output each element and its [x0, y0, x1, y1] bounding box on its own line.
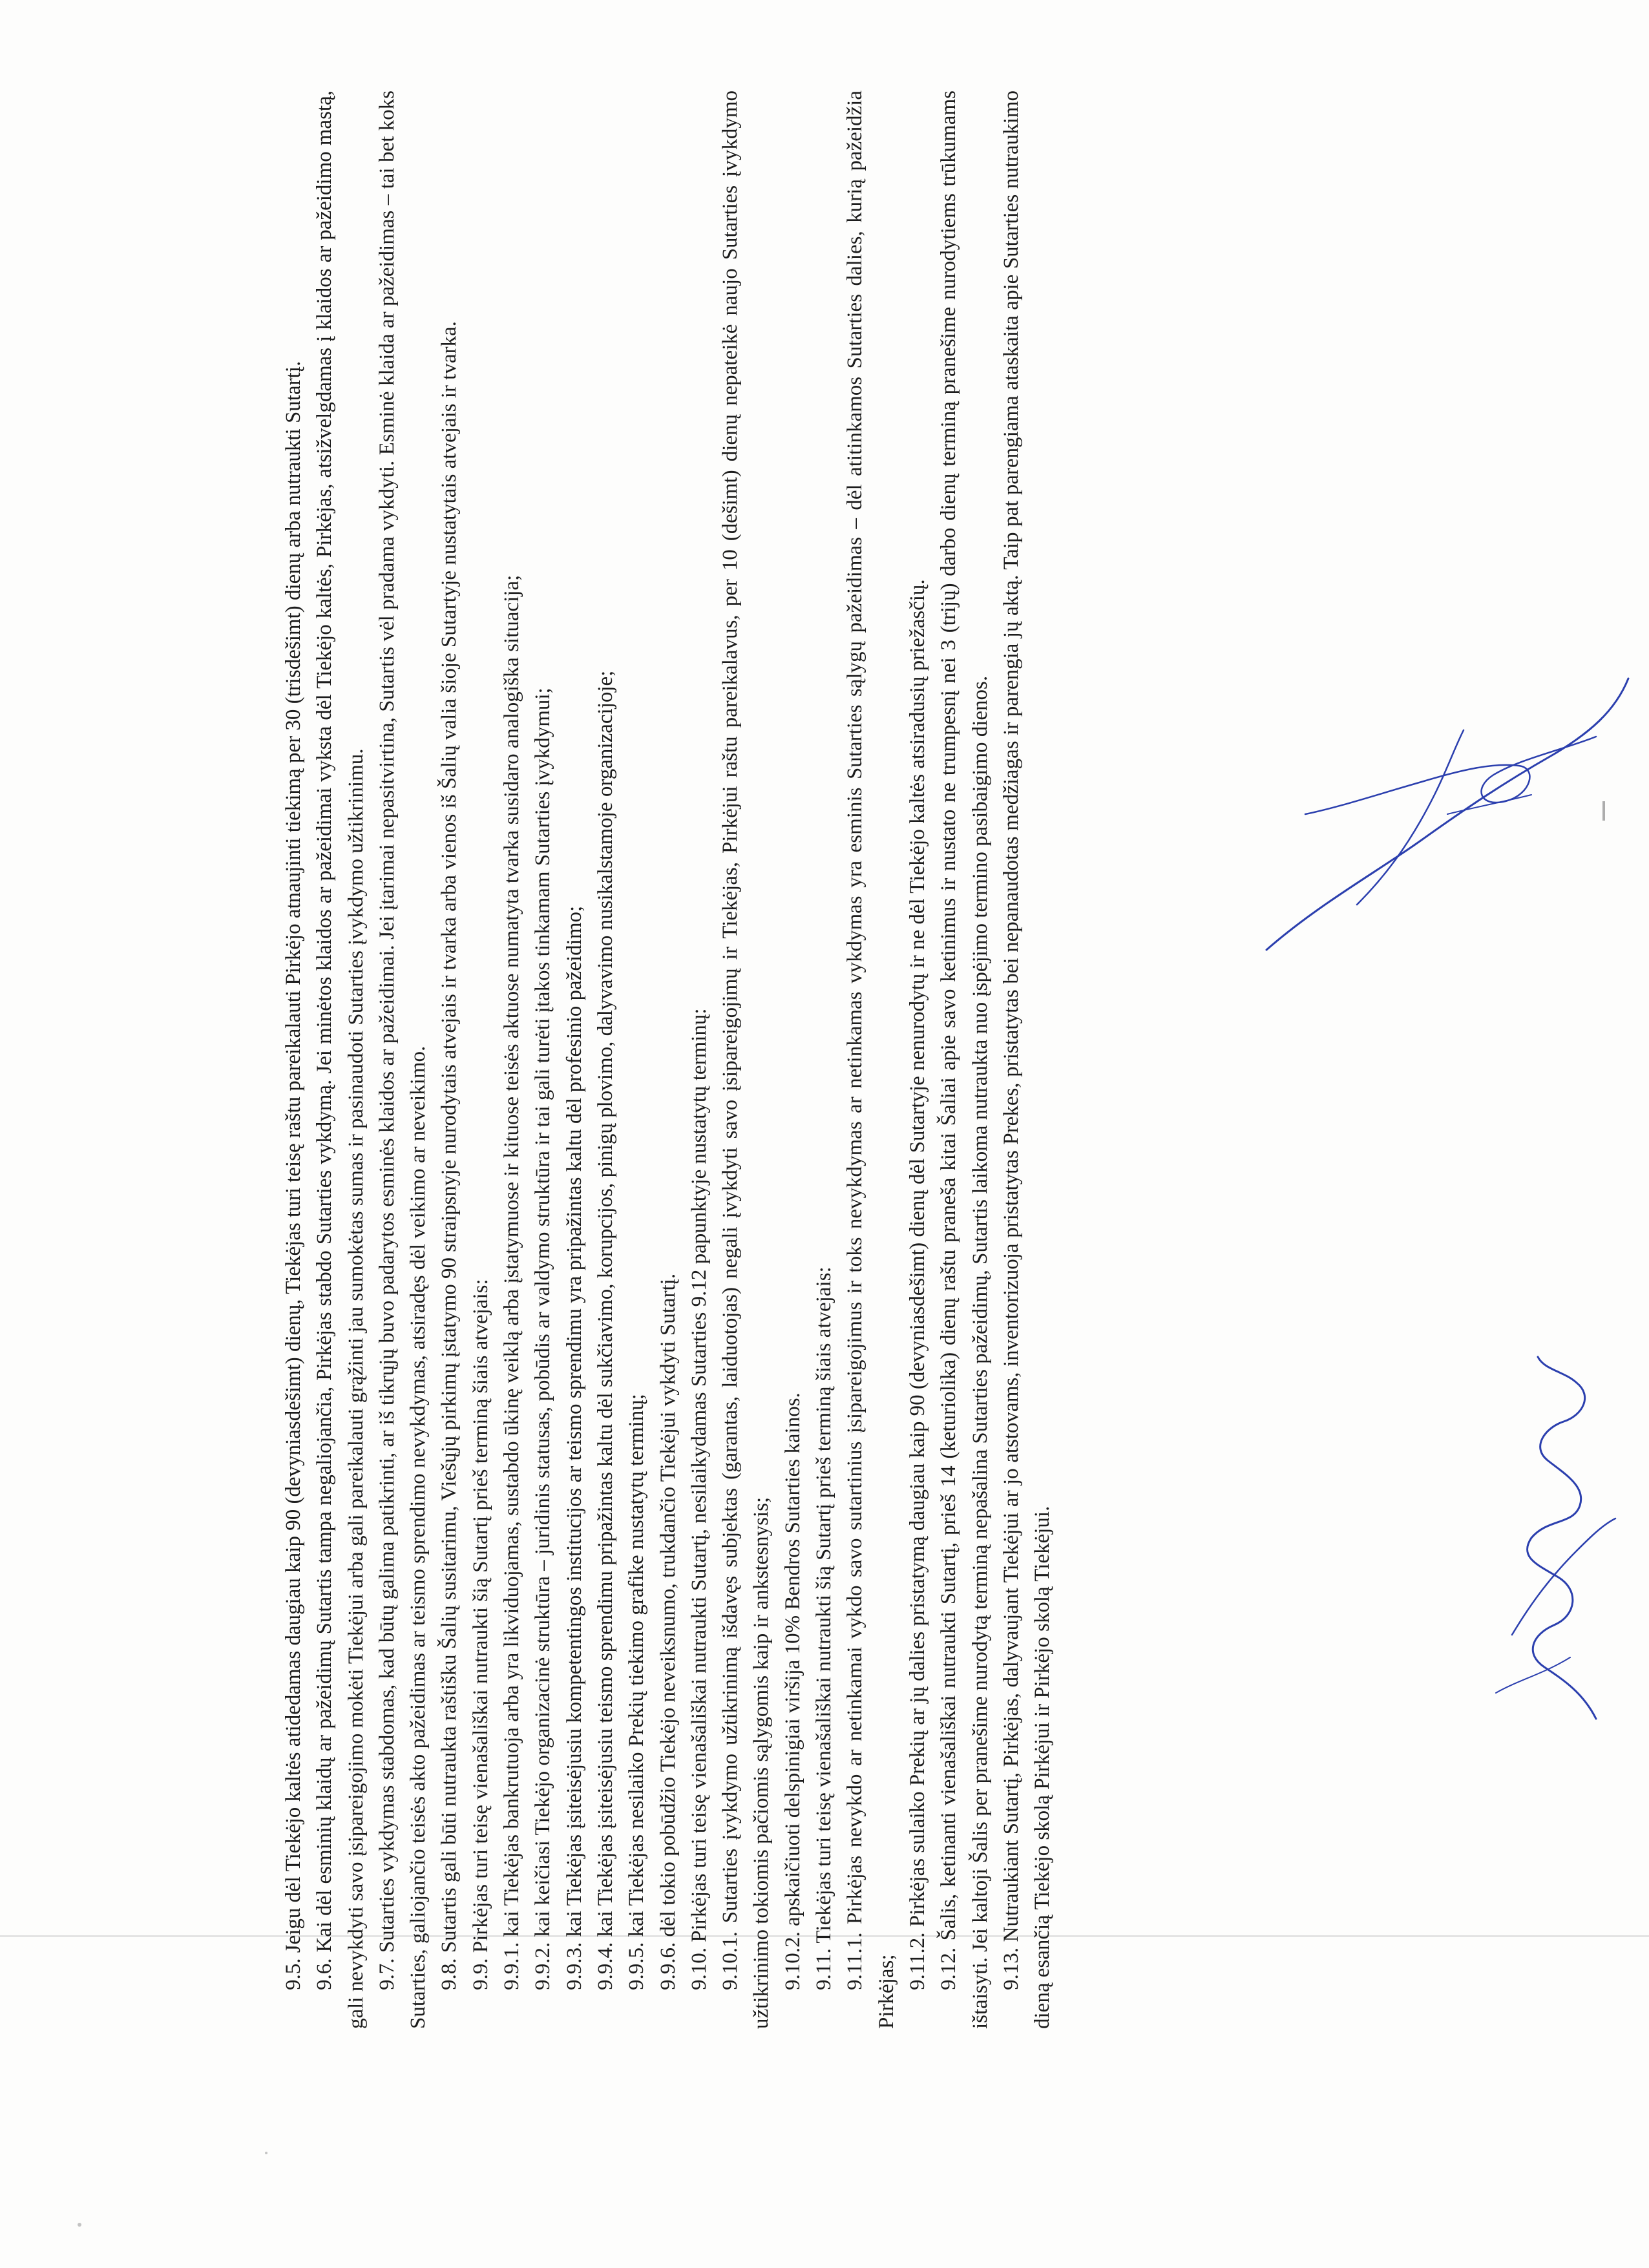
paragraph-9-9: 9.9. Pirkėjas turi teisę vienašališkai nutraukti šią Sutartį prieš terminą šiais atvejais: — [468, 1279, 492, 1990]
paragraph-9-12: 9.12. Šalis, ketinanti vienašališkai nutraukti Sutartį, prieš 14 (keturiolika) dienų raštu praneša kitai Šaliai apie savo ketinimus ir nustato ne trumpesnį nei 3 (trijų) darbo dienų terminą pranešime nurodytiems trūkumams ištaisyti. Jei kaltoji Šalis per pranešime nurodytą terminą nepašalina Sutarties pažeidimų, Sutartis laikoma nutraukta nuo įspėjimo termino pasibaigimo dienos. — [937, 90, 992, 2029]
paragraph-9-11: 9.11. Tiekėjas turi teisę vienašališkai nutraukti šią Sutartį prieš terminą šiais atvejais: — [812, 1266, 836, 1990]
scan-speck — [78, 2223, 81, 2227]
paragraph-9-10-1: 9.10.1. Sutarties įvykdymo užtikrinimą išdavęs subjektas (garantas, laiduotojas) negali įvykdyti savo įsipareigojimų ir Tiekėjas, Pirkėjui raštu pareikalavus, per 10 (dešimt) dienų nepateikė naujo Sutarties įvykdymo užtikrinimo tokiomis pačiomis sąlygomis kaip ir ankstesnysis; — [719, 90, 773, 2029]
paragraph-9-6: 9.6. Kai dėl esminių klaidų ar pažeidimų Sutartis tampa negaliojančia, Pirkėjas stabdo Sutarties vykdymą. Jei minėtos klaidos ar pažeidimai vyksta dėl Tiekėjo kaltės, Pirkėjas, atsižvelgdamas į klaidos ar pažeidimo mastą, gali nevykdyti savo įsipareigojimo mokėti Tiekėjui arba gali pareikalauti grąžinti jau sumokėtas sumas ir pasinaudoti Sutarties įvykdymo užtikrinimu. — [313, 90, 368, 2029]
paragraph-9-9-1: 9.9.1. kai Tiekėjas bankrutuoja arba yra likviduojamas, sustabdo ūkinę veiklą arba įstatymuose ir kituose teisės aktuose numatyta tvarka susidaro analogiška situacija; — [500, 574, 524, 1990]
paragraph-9-13: 9.13. Nutraukiant Sutartį, Pirkėjas, dalyvaujant Tiekėjui ar jo atstovams, inventorizuoja pristatytas Prekes, pristatytas bei nepanaudotas medžiagas ir parengia jų aktą. Taip pat parengiama ataskaita apie Sutarties nutraukimo dieną esančią Tiekėjo skolą Pirkėjui ir Pirkėjo skolą Tiekėjui. — [999, 90, 1055, 2029]
paragraph-9-11-2: 9.11.2. Pirkėjas sulaiko Prekių ar jų dalies pristatymą daugiau kaip 90 (devyniasdešimt) dienų dėl Sutartyje nenurodytų ir ne dėl Tiekėjo kaltės atsiradusių priežasčių. — [905, 579, 929, 1990]
paragraph-9-5: 9.5. Jeigu dėl Tiekėjo kaltės atidedamas daugiau kaip 90 (devyniasdešimt) dienų, Tiekėjas turi teisę raštu pareikalauti Pirkėjo atnaujinti tiekimą per 30 (trisdešimt) dienų arba nutraukti Sutartį. — [282, 361, 305, 1990]
signature-right — [1228, 601, 1641, 963]
signature-left — [1434, 1331, 1641, 1732]
scan-speck — [265, 2152, 268, 2154]
paragraph-9-9-4: 9.9.4. kai Tiekėjas įsiteisėjusiu teismo sprendimu pripažintas kaltu dėl sukčiavimo, korupcijos, pinigų plovimo, dalyvavimo nusikalstamoje organizacijoje; — [593, 670, 617, 1990]
paragraph-9-9-6: 9.9.6. dėl tokio pobūdžio Tiekėjo neveiksnumo, trukdančio Tiekėjui vykdyti Sutartį. — [656, 1273, 680, 1990]
paragraph-9-9-5: 9.9.5. kai Tiekėjas nesilaiko Prekių tiekimo grafike nustatytų terminų; — [625, 1394, 649, 1990]
paragraph-9-8: 9.8. Sutartis gali būti nutraukta raštišku Šalių susitarimu, Viešųjų pirkimų įstatymo 90 straipsnyje nurodytais atvejais ir tvarka arba vienos iš Šalių valia šioje Sutartyje nustatytais atvejais ir tvarka. — [437, 321, 461, 1990]
paragraph-9-11-1: 9.11.1. Pirkėjas nevykdo ar netinkamai vykdo savo sutartinius įsipareigojimus ir toks nevykdymas ar netinkamas vykdymas yra esminis Sutarties sąlygų pažeidimas – dėl atitinkamos Sutarties dalies, kurią pažeidžia Pirkėjas; — [843, 90, 898, 2029]
paragraph-9-9-3: 9.9.3. kai Tiekėjas įsiteisėjusiu kompetentingos institucijos ar teismo sprendimu yra pripažintas kaltu dėl profesinio pažeidimo; — [562, 905, 586, 1990]
paragraph-9-10: 9.10. Pirkėjas turi teisę vienašališkai nutraukti Sutartį, nesilaikydamas Sutarties 9.12 papunktyje nustatytų terminų: — [687, 1008, 711, 1990]
paragraph-9-10-2: 9.10.2. apskaičiuoti delspinigiai viršija 10% Bendros Sutarties kainos. — [781, 1392, 804, 1990]
contract-text-block — [278, 90, 1538, 2029]
paragraph-9-7: 9.7. Sutarties vykdymas stabdomas, kad būtų galima patikrinti, ar iš tikrųjų buvo padarytos esminės klaidos ar pažeidimai. Jei įtarimai nepasitvirtina, Sutartis vėl pradama vykdyti. Esminė klaida ar pažeidimas – tai bet koks Sutarties, galiojančio teisės akto pažeidimas ar teismo sprendimo nevykdymas, atsiradęs dėl veikimo ar neveikimo. — [375, 90, 430, 2029]
paragraph-9-9-2: 9.9.2. kai keičiasi Tiekėjo organizacinė struktūra – juridinis statusas, pobūdis ar valdymo struktūra ir tai gali turėti įtakos tinkamam Sutarties įvykdymui; — [531, 688, 555, 1990]
